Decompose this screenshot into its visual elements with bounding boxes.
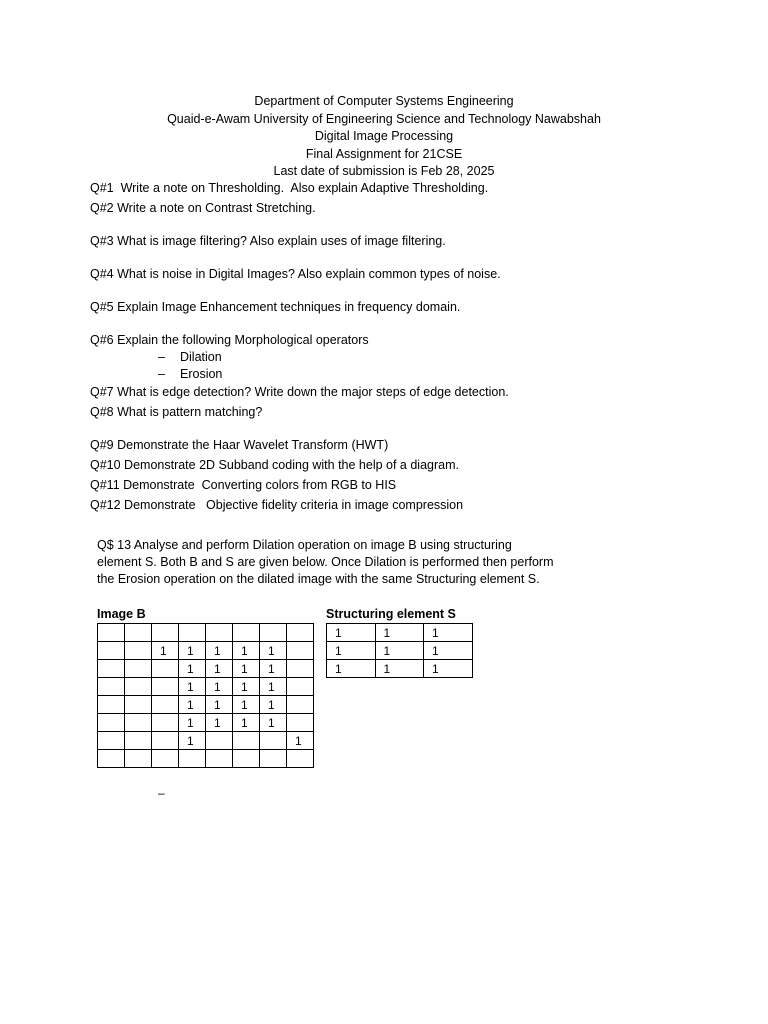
grid-row: [98, 714, 314, 732]
grid-cell: 1: [179, 714, 206, 732]
grid-cell: [98, 678, 125, 696]
grid-cell: [125, 678, 152, 696]
grid-row: [98, 660, 314, 678]
grid-cell: [260, 732, 287, 750]
question-3: Q#3 What is image filtering? Also explain uses of image filtering.: [90, 234, 446, 248]
grid-cell: 1: [233, 714, 260, 732]
question-2: Q#2 Write a note on Contrast Stretching.: [90, 201, 316, 215]
grid-cell: [179, 750, 206, 768]
item-label: Dilation: [180, 350, 222, 364]
grid-cell: 1: [233, 696, 260, 714]
question-13: Q$ 13 Analyse and perform Dilation operation on image B using structuring element S. Both B and S are given below. Once Dilation is performed then perform the Erosion operation on the dilated image with the same Structuring element S.: [97, 538, 554, 586]
grid-cell: [98, 732, 125, 750]
grid-cell: [125, 642, 152, 660]
grid-cell: 1: [206, 678, 233, 696]
grid-cell: [206, 624, 233, 642]
grid-cell: 1: [206, 642, 233, 660]
image-b-label: Image B: [97, 607, 146, 621]
grid-cell: 1: [287, 732, 314, 750]
submission-date: Last date of submission is Feb 28, 2025: [273, 164, 495, 178]
grid-cell: [152, 696, 179, 714]
grid-cell: 1: [375, 660, 424, 678]
grid-cell: 1: [179, 678, 206, 696]
grid-cell: 1: [327, 642, 376, 660]
grid-cell: 1: [260, 714, 287, 732]
grid-cell: [98, 714, 125, 732]
grid-cell: [125, 660, 152, 678]
question-4: Q#4 What is noise in Digital Images? Also explain common types of noise.: [90, 267, 501, 281]
course-line: Digital Image Processing: [314, 129, 454, 143]
grid-row: [327, 642, 473, 660]
grid-cell: [233, 732, 260, 750]
grid-cell: 1: [375, 642, 424, 660]
grid-cell: 1: [233, 642, 260, 660]
grid-cell: 1: [327, 624, 376, 642]
grid-cell: 1: [206, 660, 233, 678]
grid-cell: [152, 732, 179, 750]
grid-cell: [152, 624, 179, 642]
image-b-grid: [97, 623, 314, 768]
grid-cell: 1: [424, 642, 473, 660]
question-1: Q#1 Write a note on Thresholding. Also explain Adaptive Thresholding.: [90, 181, 489, 195]
department-line: Department of Computer Systems Engineering: [254, 94, 514, 108]
grid-cell: [287, 714, 314, 732]
grid-cell: [152, 678, 179, 696]
item-label: Erosion: [180, 367, 223, 381]
dash-bullet: –: [158, 367, 165, 381]
grid-cell: 1: [424, 624, 473, 642]
grid-cell: [287, 624, 314, 642]
grid-row: [98, 624, 314, 642]
grid-row: [98, 732, 314, 750]
grid-cell: [98, 642, 125, 660]
grid-cell: [233, 624, 260, 642]
question-8: Q#8 What is pattern matching?: [90, 405, 263, 419]
grid-cell: [206, 732, 233, 750]
grid-cell: [125, 750, 152, 768]
grid-row: [327, 624, 473, 642]
question-5: Q#5 Explain Image Enhancement techniques in frequency domain.: [90, 300, 461, 314]
grid-cell: [125, 696, 152, 714]
grid-cell: [287, 660, 314, 678]
grid-cell: 1: [206, 696, 233, 714]
stray-dash: –: [158, 786, 165, 800]
grid-cell: [152, 750, 179, 768]
grid-cell: 1: [327, 660, 376, 678]
question-6-item-erosion: [158, 366, 222, 383]
grid-cell: [98, 696, 125, 714]
grid-cell: [152, 660, 179, 678]
question-7: Q#7 What is edge detection? Write down the major steps of edge detection.: [90, 385, 509, 399]
dash-bullet: –: [158, 350, 165, 364]
grid-cell: 1: [179, 732, 206, 750]
question-9: Q#9 Demonstrate the Haar Wavelet Transform (HWT): [90, 438, 389, 452]
grid-cell: 1: [260, 660, 287, 678]
grid-cell: [125, 714, 152, 732]
grid-cell: 1: [179, 642, 206, 660]
grid-cell: [98, 624, 125, 642]
grid-cell: [152, 714, 179, 732]
question-10: Q#10 Demonstrate 2D Subband coding with the help of a diagram.: [90, 458, 459, 472]
grid-row: [98, 750, 314, 768]
grid-cell: 1: [424, 660, 473, 678]
grid-cell: 1: [233, 660, 260, 678]
question-12: Q#12 Demonstrate Objective fidelity criteria in image compression: [90, 498, 464, 512]
grid-cell: [287, 750, 314, 768]
grid-cell: 1: [152, 642, 179, 660]
grid-row: [98, 642, 314, 660]
grid-cell: [98, 750, 125, 768]
structuring-element-grid: [326, 623, 473, 678]
grid-cell: 1: [179, 696, 206, 714]
grid-cell: [98, 660, 125, 678]
grid-cell: [125, 624, 152, 642]
grid-row: [327, 660, 473, 678]
question-6: Q#6 Explain the following Morphological operators: [90, 333, 369, 347]
grid-cell: [233, 750, 260, 768]
grid-cell: 1: [260, 642, 287, 660]
grid-cell: 1: [375, 624, 424, 642]
university-line: Quaid-e-Awam University of Engineering Science and Technology Nawabshah: [167, 111, 601, 126]
grid-row: [98, 678, 314, 696]
structuring-element-label: Structuring element S: [326, 607, 456, 621]
grid-cell: 1: [206, 714, 233, 732]
grid-cell: 1: [260, 696, 287, 714]
assignment-title: Final Assignment for 21CSE: [305, 146, 463, 161]
grid-cell: [206, 750, 233, 768]
document-header: [0, 93, 768, 181]
grid-cell: [260, 624, 287, 642]
grid-cell: [260, 750, 287, 768]
grid-cell: [287, 678, 314, 696]
grid-cell: [287, 642, 314, 660]
grid-cell: 1: [233, 678, 260, 696]
grid-cell: 1: [260, 678, 287, 696]
question-6-item-dilation: [158, 349, 222, 366]
grid-cell: [287, 696, 314, 714]
question-11: Q#11 Demonstrate Converting colors from RGB to HIS: [90, 478, 397, 492]
grid-cell: 1: [179, 660, 206, 678]
grid-row: [98, 696, 314, 714]
grid-cell: [125, 732, 152, 750]
grid-cell: [179, 624, 206, 642]
